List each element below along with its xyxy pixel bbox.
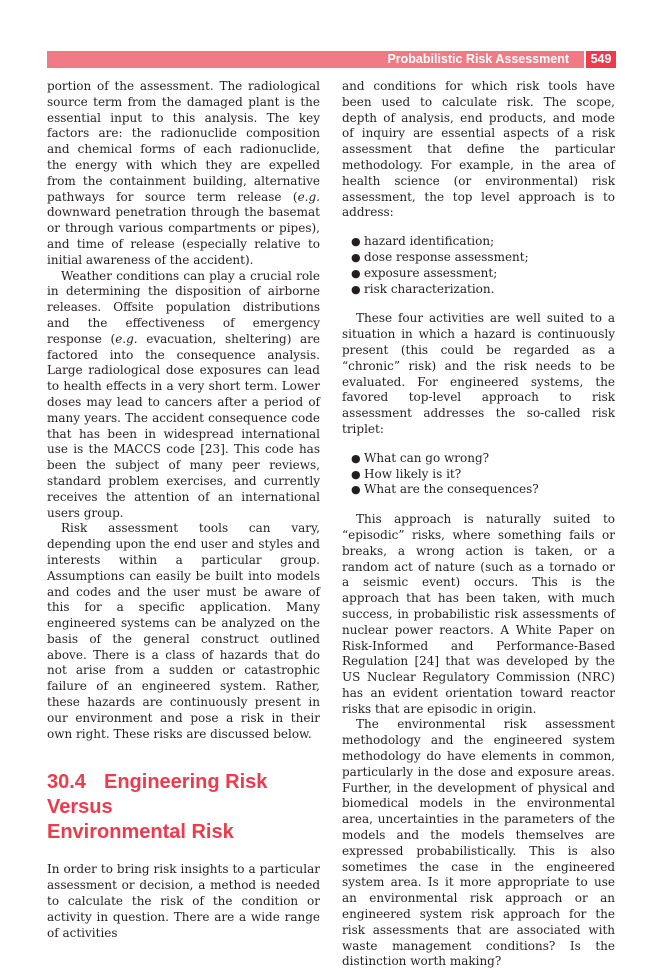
section-number: 30.4	[47, 771, 86, 794]
bullet-icon: ●	[351, 266, 361, 280]
right-column	[342, 79, 615, 970]
right-paragraph-1: and conditions for which risk tools have been used to calculate risk. The scope, depth of analysis, end products, and mode of inquiry are essential aspects of a risk assessment that define the particular methodology. For example, in the area of health science (or environmental) risk assessment, the top level approach is to address:	[342, 79, 615, 220]
right-paragraph-3: This approach is naturally suited to “episodic” risks, where something fails or breaks, a wrong action is taken, or a random act of nature (such as a tornado or a seismic event) occurs. This is the approach that has been taken, with much success, in probabilistic risk assessments of nuclear power reactors. A White Paper on Risk-Informed and Performance-Based Regulation [24] that was developed by the US Nuclear Regulatory Commission (NRC) has an evident orientation toward reactor risks that are episodic in origin.	[342, 512, 615, 716]
section-title-line1: Engineering Risk Versus	[47, 771, 268, 819]
list-item: ● exposure assessment;	[351, 265, 498, 280]
left-paragraph-4: In order to bring risk insights to a particular assessment or decision, a method is needed to calculate the risk of the condition or activity in question. There are a wide range of activities	[47, 862, 320, 940]
left-paragraph-3: Risk assessment tools can vary, depending upon the end user and styles and interests within a particular group. Assumptions can easily be built into models and codes and the user must be aware of this for a specific application. Many engineered systems can be analyzed on the basis of the general construct outlined above. There is a class of hazards that do not arise from a sudden or catastrophic failure of an engineered system. Rather, these hazards are continuously present in our environment and pose a risk in their own right. These risks are discussed below.	[47, 521, 320, 741]
running-header-bar	[47, 51, 616, 68]
left-paragraph-1: portion of the assessment. The radiological source term from the damaged plant is the essential input to this analysis. The key factors are: the radionuclide composition and chemical forms of each radionuclide, the energy with which they are expelled from the containment building, alternative pathways for source term release (e.g. downward penetration through the basemat or through various compartments or pipes), and time of release (especially relative to initial awareness of the accident).	[47, 79, 320, 267]
bullet-icon: ●	[351, 235, 361, 249]
bullet-icon: ●	[351, 451, 361, 465]
list-item: ● dose response assessment;	[351, 249, 529, 264]
health-risk-steps-list	[342, 234, 615, 297]
right-paragraph-4: The environmental risk assessment methodology and the engineered system methodology do have elements in common, particularly in the dose and exposure areas. Further, in the development of physical and biomedical models in the environmental area, uncertainties in the parameters of the models and the models themselves are expressed probabilistically. This is also sometimes the case in the engineered system area. Is it more appropriate to use an environmental risk approach or an engineered system risk approach for the risk assessments that are associated with waste management conditions? Is the distinction worth making?	[342, 717, 615, 969]
risk-triplet-list	[342, 451, 615, 498]
running-title: Probabilistic Risk Assessment	[387, 52, 569, 66]
page-number: 549	[586, 51, 616, 68]
bullet-icon: ●	[351, 483, 361, 497]
section-heading	[47, 770, 320, 845]
section-title-line2: Environmental Risk	[47, 821, 234, 844]
list-item: ● hazard identification;	[351, 234, 495, 249]
list-item: ● What can go wrong?	[351, 450, 490, 465]
left-paragraph-2: Weather conditions can play a crucial role in determining the disposition of airborne releases. Offsite population distributions and the effectiveness of emergency response (e.g. evacuation, sheltering) are factored into the consequence analysis. Large radiological dose exposures can lead to health effects in a very short term. Lower doses may lead to cancers after a period of many years. The accident consequence code that has been in widespread international use is the MACCS code [23]. This code has been the subject of many peer reviews, standard problem exercises, and currently receives the attention of an international users group.	[47, 268, 320, 520]
list-item: ● How likely is it?	[351, 466, 462, 481]
left-column	[47, 79, 320, 941]
list-item: ● risk characterization.	[351, 281, 495, 296]
bullet-icon: ●	[351, 467, 361, 481]
bullet-icon: ●	[351, 282, 361, 296]
right-paragraph-2: These four activities are well suited to a situation in which a hazard is continuously present (this could be regarded as a “chronic” risk) and the risk needs to be evaluated. For engineered systems, the favored top-level approach to risk assessment addresses the so-called risk triplet:	[342, 311, 615, 436]
list-item: ● What are the consequences?	[351, 482, 539, 497]
bullet-icon: ●	[351, 250, 361, 264]
